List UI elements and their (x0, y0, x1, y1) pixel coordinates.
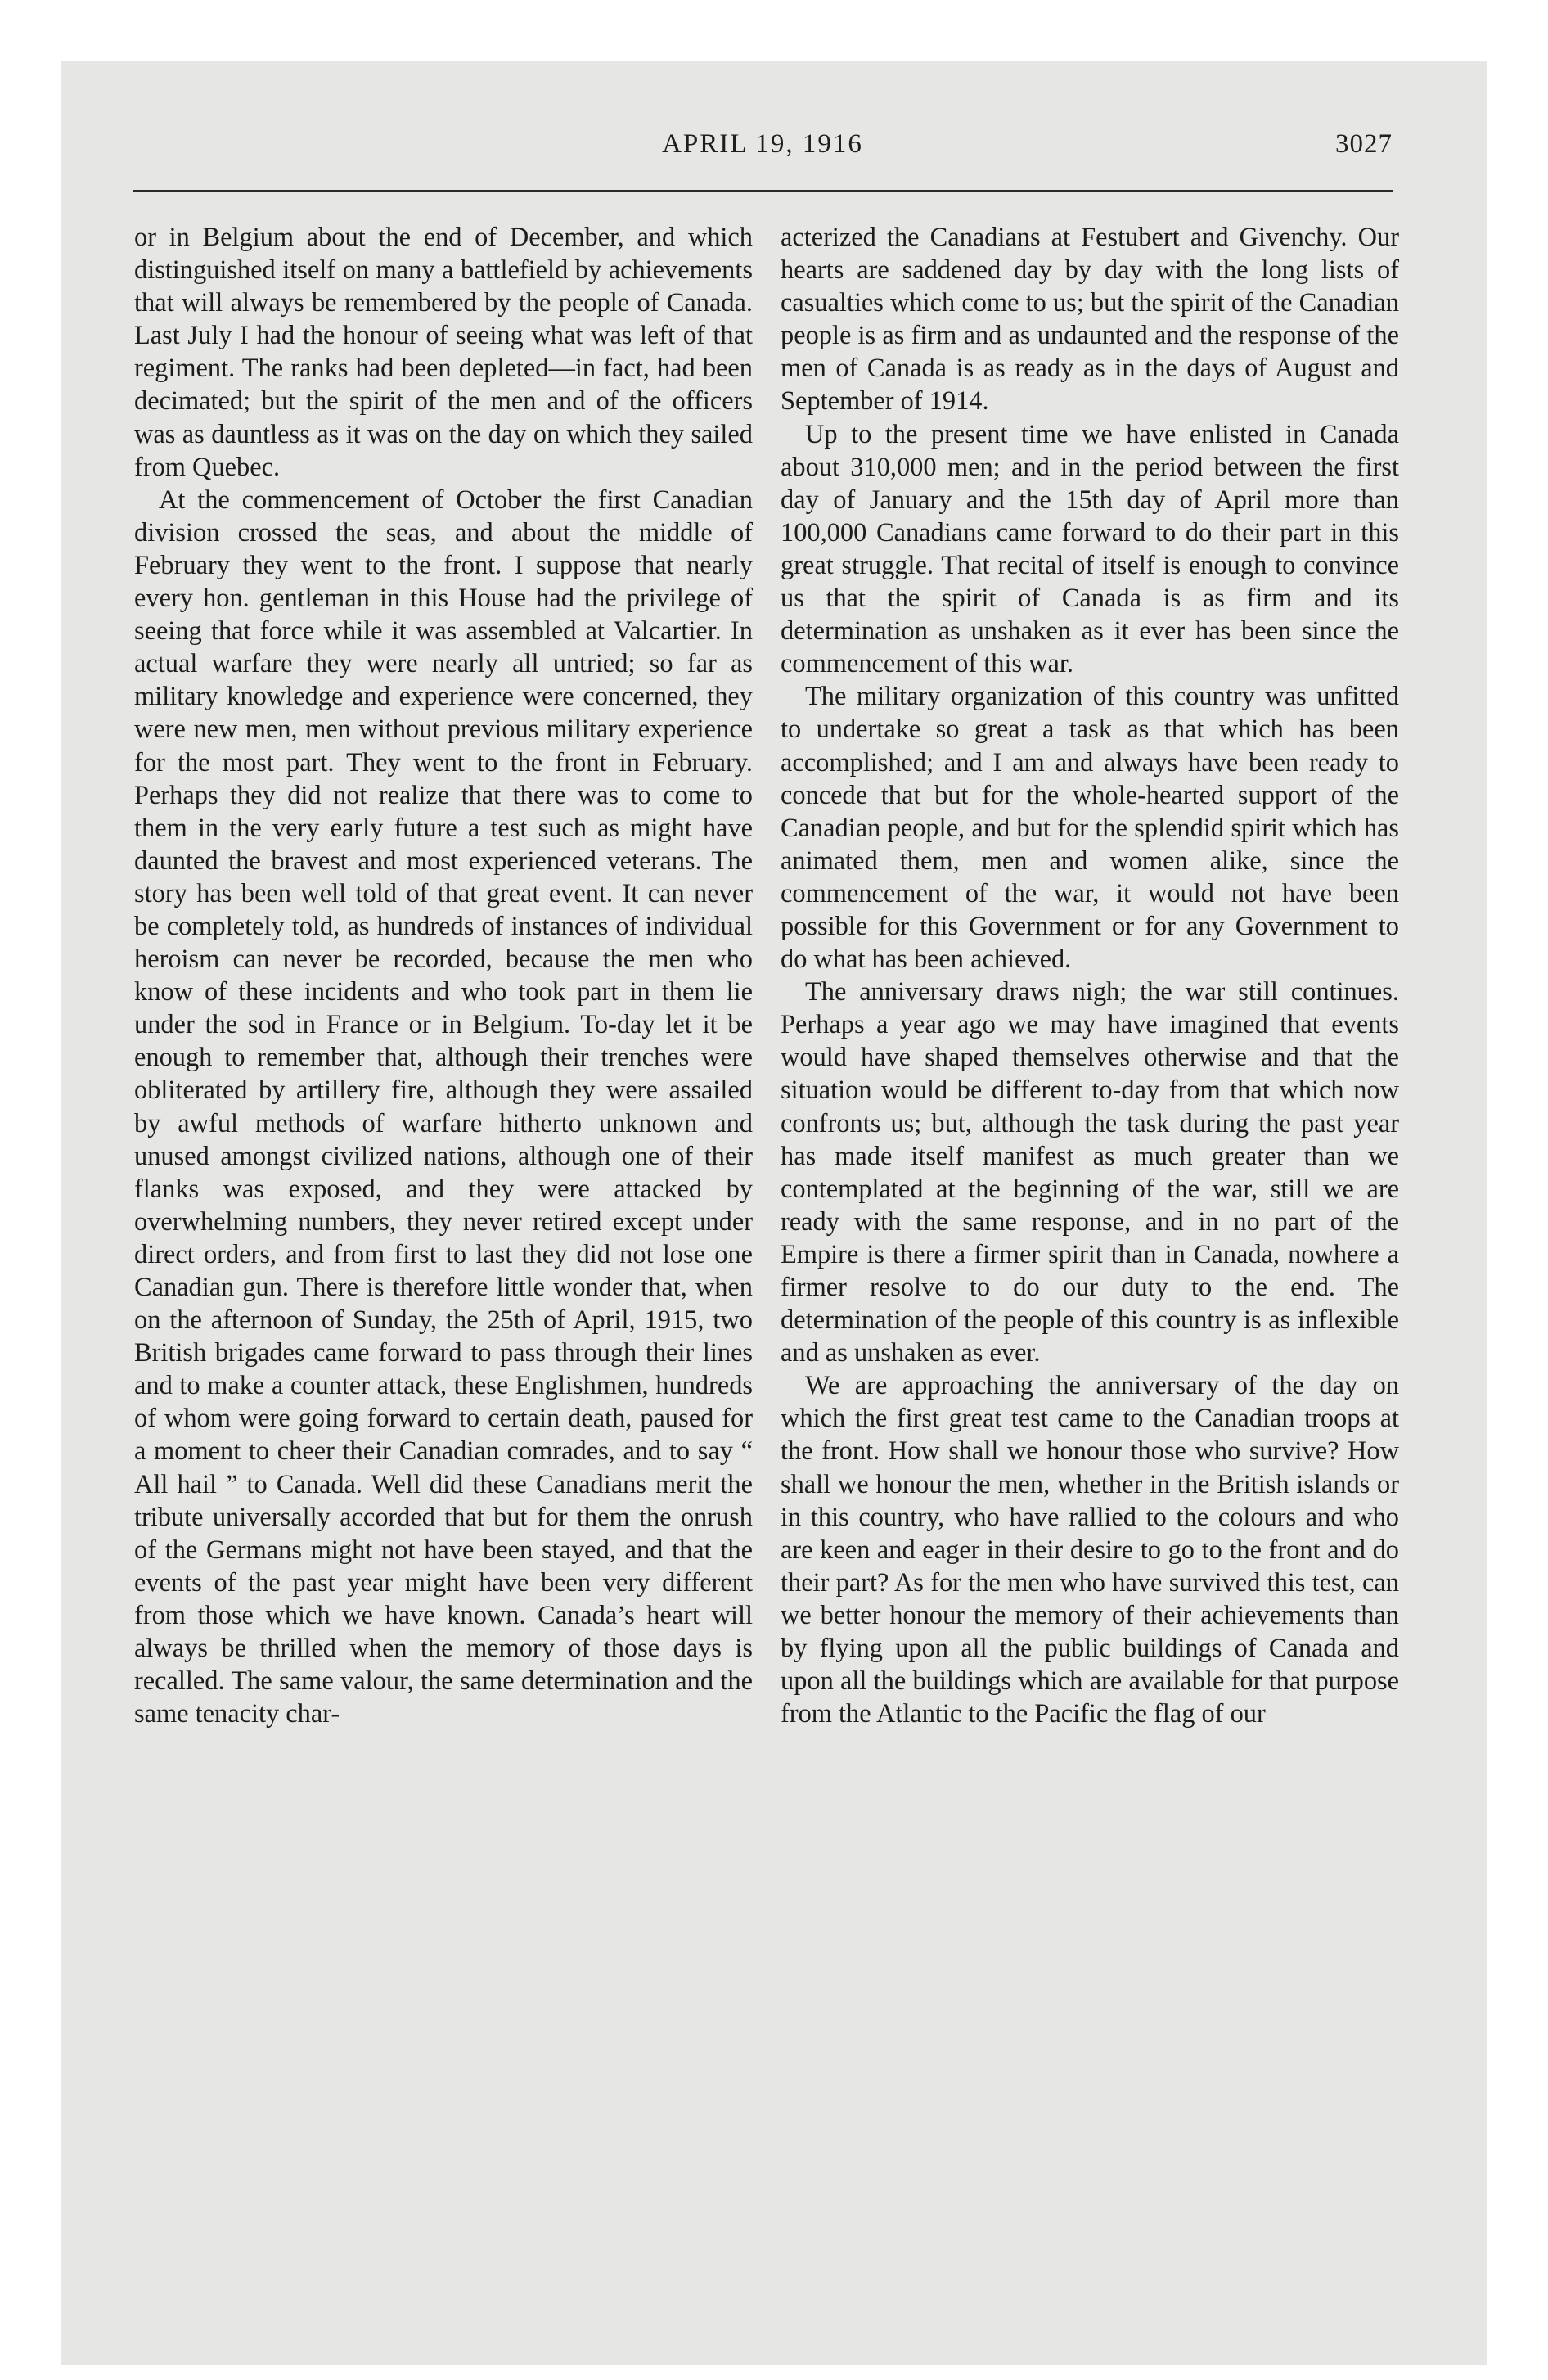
paragraph: acterized the Canadians at Festubert and Givenchy. Our hearts are saddened day by day with the long lists of casualties which come to us; but the spirit of the Canadian people is as firm and as undaunted and the response of the men of Canada is as ready as in the days of August and September of 1914. (781, 223, 1399, 417)
header-rule (133, 190, 1393, 192)
left-column (134, 221, 753, 1730)
right-column (781, 221, 1399, 1730)
paragraph: The military organization of this country was unfitted to undertake so great a task as that which has been accomplished; and I am and always have been ready to concede that but for the whole-hearted support of the Canadian people, and but for the splendid spirit which has animated them, men and women alike, since the commencement of the war, it would not have been possible for this Government or for any Government to do what has been achieved. (781, 682, 1399, 975)
paragraph: At the commencement of October the first Canadian division crossed the seas, and about the middle of February they went to the front. I suppose that nearly every hon. gentleman in this House had the privilege of seeing that force while it was assembled at Valcartier. In actual warfare they were nearly all untried; so far as military knowledge and experience were concerned, they were new men, men without previous military experience for the most part. They went to the front in February. Perhaps they did not realize that there was to come to them in the very early future a test such as might have daunted the bravest and most experienced veterans. The story has been well told of that great event. It can never be completely told, as hundreds of instances of individual heroism can never be recorded, because the men who know of these incidents and who took part in them lie under the sod in France or in Belgium. To-day let it be enough to remember that, although their trenches were obliterated by artillery fire, although they were assailed by awful methods of warfare hitherto unknown and unused amongst civilized nations, although one of their flanks was exposed, and they were attacked by overwhelming numbers, they never retired except under direct orders, and from first to last they did not lose one Canadian gun. There is therefore little wonder that, when on the afternoon of Sunday, the 25th of April, 1915, two British brigades came forward to pass through their lines and to make a counter attack, these Englishmen, hundreds of whom were going forward to certain death, paused for a moment to cheer their Canadian comrades, and to say “ All hail ” to Canada. Well did these Canadians merit the tribute universally accorded that but for them the onrush of the Germans might not have been stayed, and that the events of the past year might have been very different from those which we have known. Canada’s heart will always be thrilled when the memory of those days is recalled. The same valour, the same determination and the same tenacity char- (134, 485, 753, 1729)
header-date: APRIL 19, 1916 (662, 129, 863, 159)
paragraph: We are approaching the anniversary of the day on which the first great test came to the Canadian troops at the front. How shall we honour those who survive? How shall we honour the men, whether in the British islands or in this country, who have rallied to the colours and who are keen and eager in their desire to go to the front and do their part? As for the men who have survived this test, can we better honour the memory of their achievements than by flying upon all the public buildings of Canada and upon all the buildings which are available for that purpose from the Atlantic to the Pacific the flag of our (781, 1371, 1399, 1729)
paragraph: or in Belgium about the end of December, and which distinguished itself on many a battlefield by achievements that will always be remembered by the people of Canada. Last July I had the honour of seeing what was left of that regiment. The ranks had been depleted—in fact, had been decimated; but the spirit of the men and of the officers was as dauntless as it was on the day on which they sailed from Quebec. (134, 223, 753, 482)
paragraph: Up to the present time we have enlisted in Canada about 310,000 men; and in the period between the first day of January and the 15th day of April more than 100,000 Canadians came forward to do their part in this great struggle. That recital of itself is enough to convince us that the spirit of Canada is as firm and its determination as unshaken as it ever has been since the commencement of this war. (781, 419, 1399, 679)
page-number: 3027 (1335, 129, 1393, 159)
paragraph: The anniversary draws nigh; the war still continues. Perhaps a year ago we may have imagined that events would have shaped themselves otherwise and that the situation would be different to-day from that which now confronts us; but, although the task during the past year has made itself manifest as much greater than we contemplated at the beginning of the war, still we are ready with the same response, and in no part of the Empire is there a firmer spirit than in Canada, nowhere a firmer resolve to do our duty to the end. The determination of the people of this country is as inflexible and as unshaken as ever. (781, 977, 1399, 1368)
page-header (133, 129, 1393, 169)
